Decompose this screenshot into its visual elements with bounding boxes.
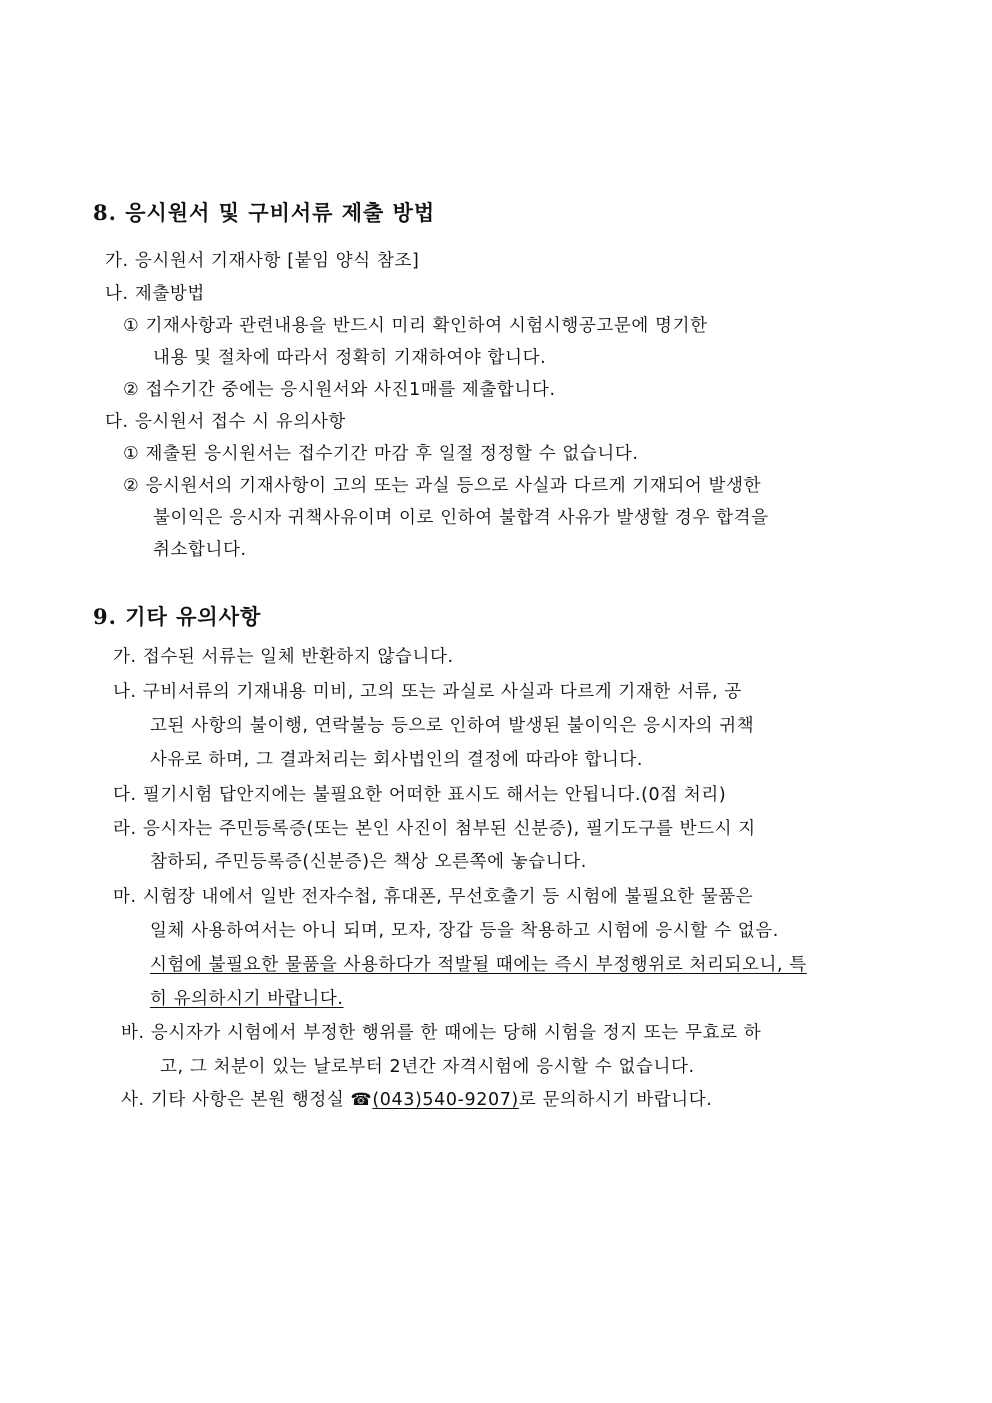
s9-item-ma-line1: 마. 시험장 내에서 일반 전자수첩, 휴대폰, 무선호출기 등 시험에 불필요한 물품은 (113, 887, 754, 907)
s8-item-da: 다. 응시원서 접수 시 유의사항 (105, 412, 346, 432)
s9-item-da: 다. 필기시험 답안지에는 불필요한 어떠한 표시도 해서는 안됩니다.(0점 처리) (113, 785, 727, 805)
s9-item-ga: 가. 접수된 서류는 일체 반환하지 않습니다. (113, 647, 454, 667)
phone-contact (351, 1090, 519, 1110)
s9-item-na-line1: 나. 구비서류의 기재내용 미비, 고의 또는 과실로 사실과 다르게 기재한 서류, 공 (113, 682, 742, 702)
s9-item-ma-line3-underlined: 시험에 불필요한 물품을 사용하다가 적발될 때에는 즉시 부정행위로 처리되오니, 특 (150, 955, 807, 975)
s8-da-sub1: ① 제출된 응시원서는 접수기간 마감 후 일절 정정할 수 없습니다. (123, 444, 639, 464)
s9-item-ba-line2: 고, 그 처분이 있는 날로부터 2년간 자격시험에 응시할 수 없습니다. (160, 1057, 695, 1077)
s9-item-ra-line2: 참하되, 주민등록증(신분증)은 책상 오른쪽에 놓습니다. (150, 852, 587, 872)
s8-da-sub2-line3: 취소합니다. (153, 540, 247, 560)
s9-sa-prefix: 사. 기타 사항은 본원 행정실 (121, 1090, 351, 1110)
s9-item-ba-line1: 바. 응시자가 시험에서 부정한 행위를 한 때에는 당해 시험을 정지 또는 무효로 하 (121, 1023, 762, 1043)
s9-sa-suffix: 로 문의하시기 바랍니다. (518, 1090, 713, 1110)
s8-item-na: 나. 제출방법 (105, 284, 205, 304)
s8-da-sub2-line1: ② 응시원서의 기재사항이 고의 또는 과실 등으로 사실과 다르게 기재되어 발생한 (123, 476, 762, 496)
s8-na-sub2: ② 접수기간 중에는 응시원서와 사진1매를 제출합니다. (123, 380, 556, 400)
s9-item-ra-line1: 라. 응시자는 주민등록증(또는 본인 사진이 첨부된 신분증), 필기도구를 반드시 지 (113, 819, 756, 839)
s8-da-sub2-line2: 불이익은 응시자 귀책사유이며 이로 인하여 불합격 사유가 발생할 경우 합격을 (153, 508, 769, 528)
s9-item-ma-line4-underlined: 히 유의하시기 바랍니다. (150, 989, 344, 1009)
phone-icon: ☎ (350, 1090, 373, 1110)
phone-number: (043)540-9207) (372, 1090, 519, 1110)
section-9-title: 9. 기타 유의사항 (93, 604, 262, 629)
s8-item-ga: 가. 응시원서 기재사항 [붙임 양식 참조] (105, 251, 420, 271)
s9-item-ma-line2: 일체 사용하여서는 아니 되며, 모자, 장갑 등을 착용하고 시험에 응시할 수 없음. (150, 921, 779, 941)
s9-item-sa (121, 1088, 712, 1112)
s8-na-sub1-line1: ① 기재사항과 관련내용을 반드시 미리 확인하여 시험시행공고문에 명기한 (123, 316, 708, 336)
section-8-title: 8. 응시원서 및 구비서류 제출 방법 (93, 200, 436, 225)
s9-item-na-line3: 사유로 하며, 그 결과처리는 회사법인의 결정에 따라야 합니다. (150, 750, 644, 770)
s8-na-sub1-line2: 내용 및 절차에 따라서 정확히 기재하여야 합니다. (153, 348, 547, 368)
s9-item-na-line2: 고된 사항의 불이행, 연락불능 등으로 인하여 발생된 불이익은 응시자의 귀책 (150, 716, 755, 736)
